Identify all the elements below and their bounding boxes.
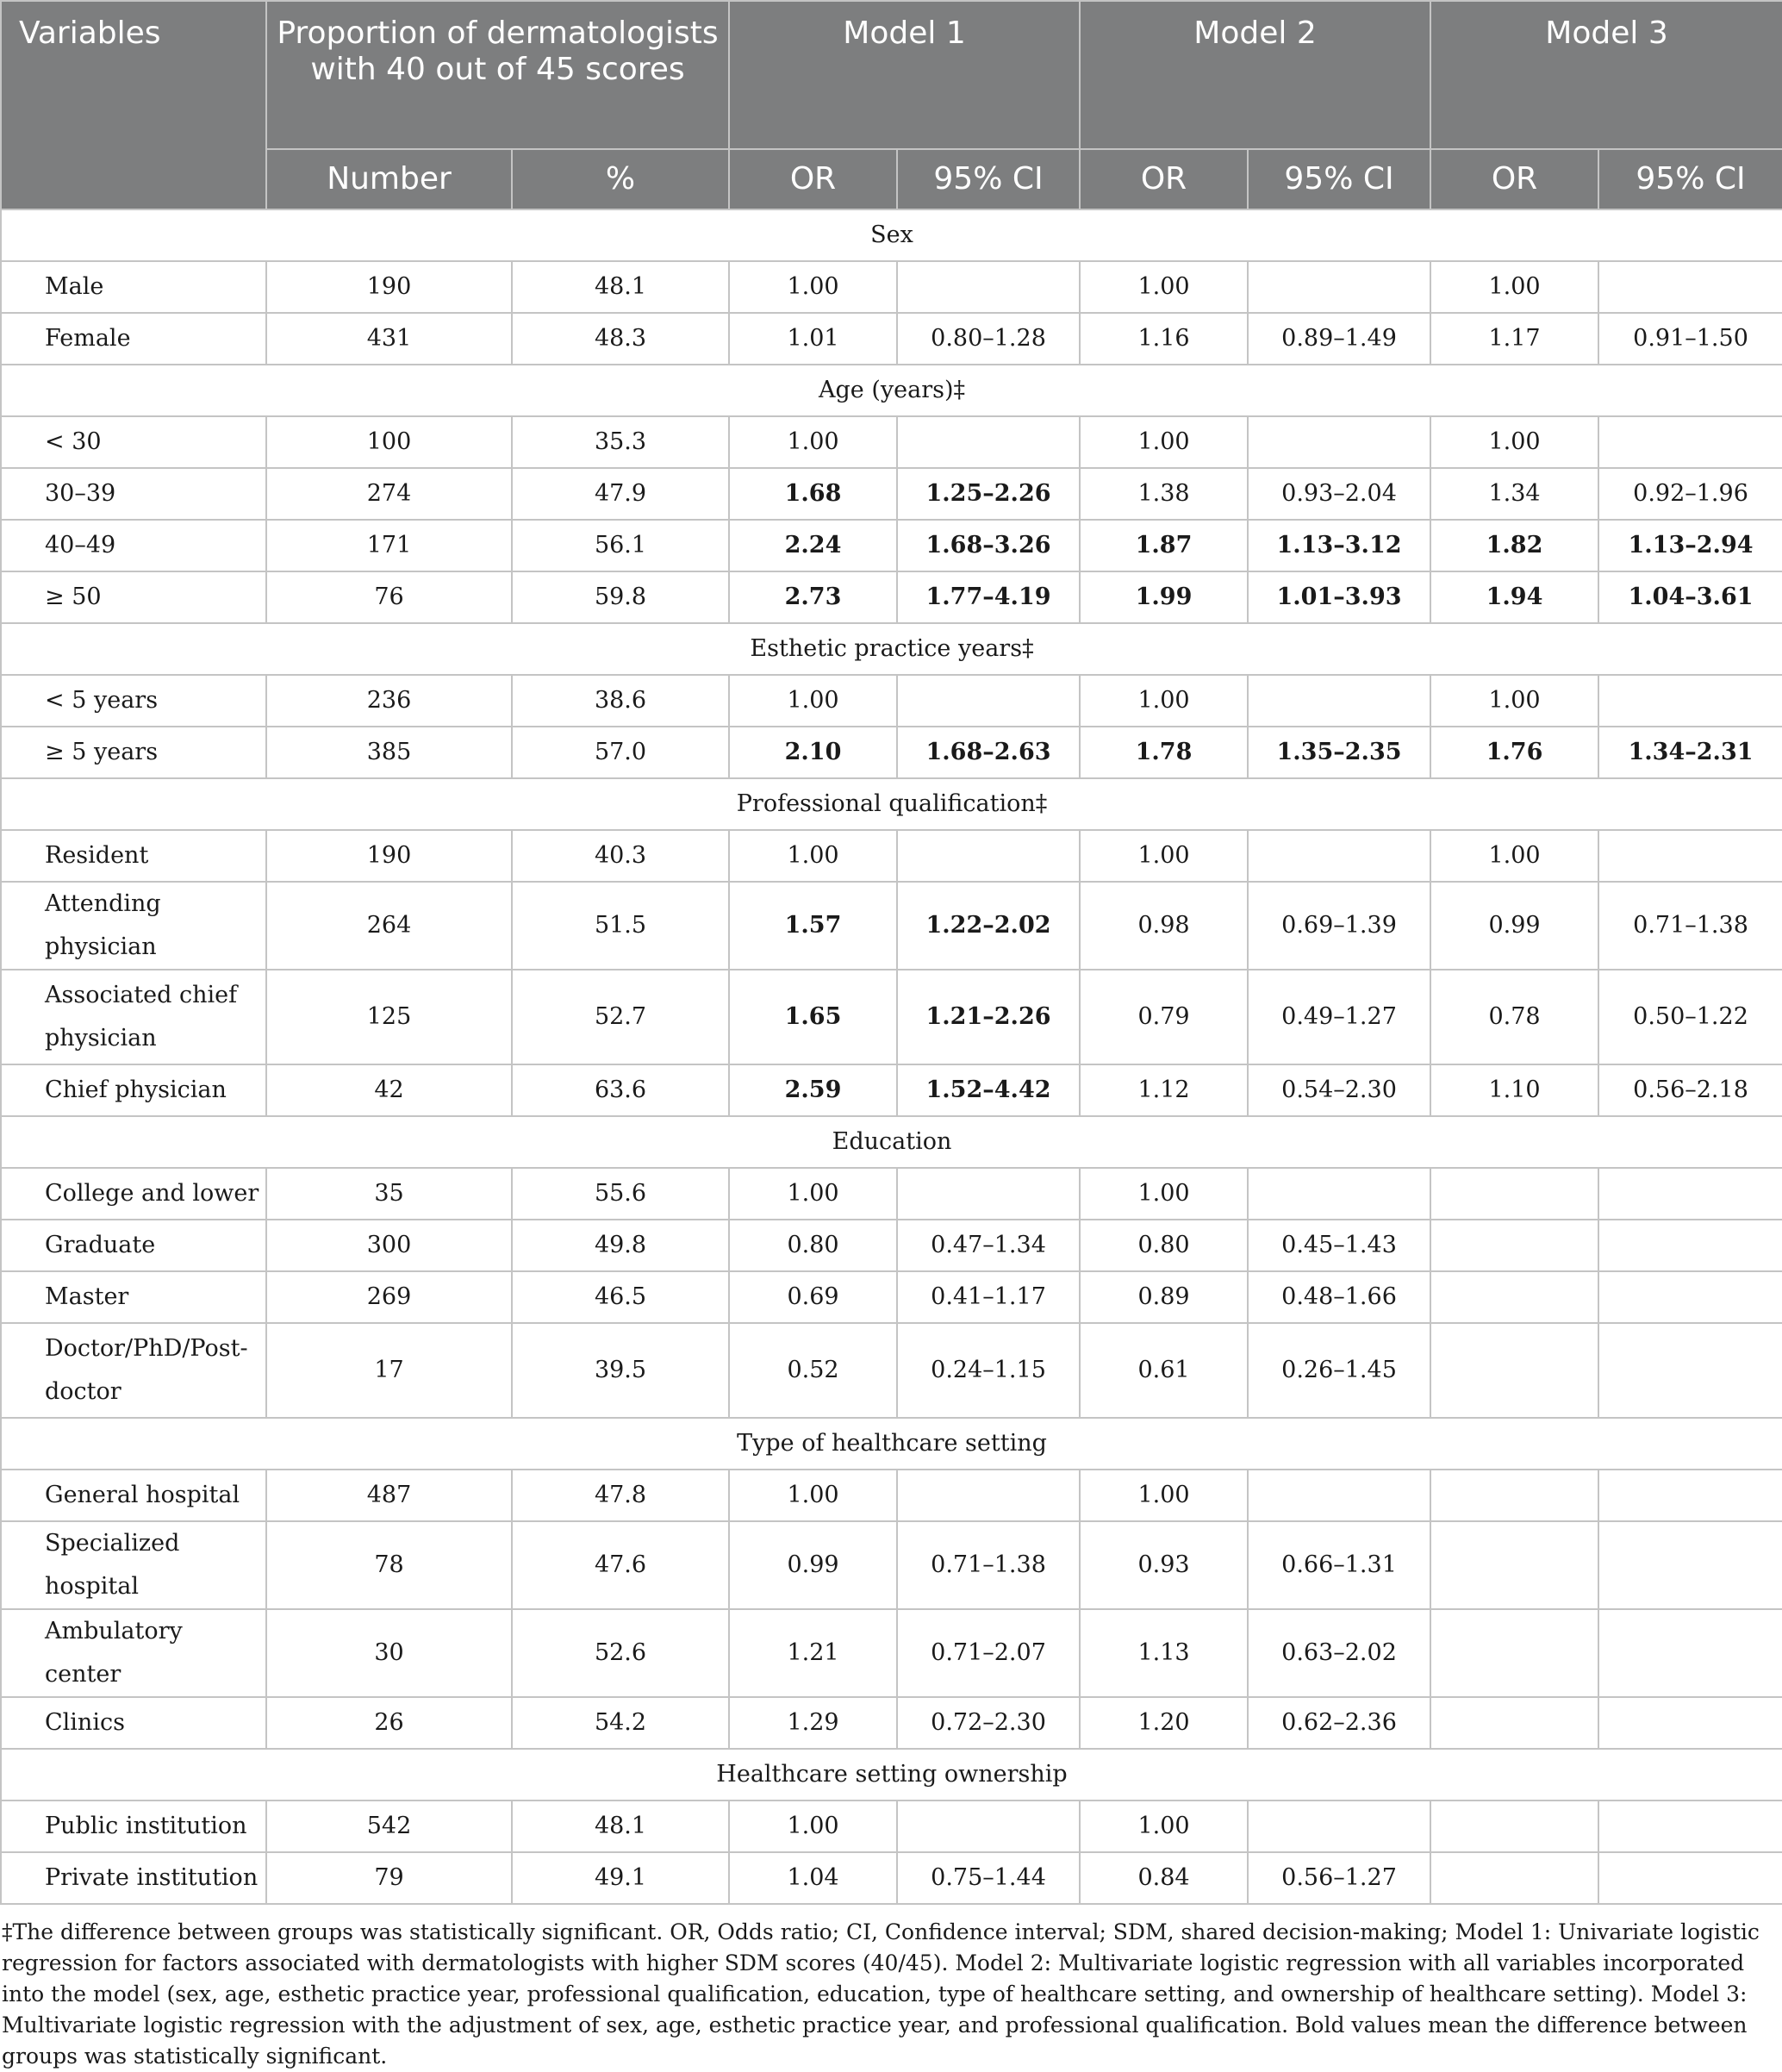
cell-ci-model-3: 0.71–1.38 [1598, 882, 1782, 970]
section-title: Age (years)‡ [1, 365, 1782, 416]
cell-percent: 57.0 [512, 727, 729, 778]
table-row [1, 882, 1782, 970]
table-row [1, 1609, 1782, 1697]
cell-ci-model-3 [1598, 675, 1782, 727]
cell-or-model-3: 1.00 [1430, 675, 1598, 727]
table-row [1, 727, 1782, 778]
cell-or-model-2: 1.20 [1080, 1697, 1248, 1749]
cell-or-model-1: 0.80 [729, 1220, 897, 1271]
cell-ci-model-2: 0.89–1.49 [1248, 313, 1430, 365]
row-label: Graduate [1, 1220, 266, 1271]
cell-ci-model-2: 0.62–2.36 [1248, 1697, 1430, 1749]
table-row [1, 970, 1782, 1064]
cell-percent: 47.9 [512, 468, 729, 520]
table-row [1, 1220, 1782, 1271]
cell-percent: 52.6 [512, 1609, 729, 1697]
cell-or-model-2: 1.16 [1080, 313, 1248, 365]
cell-ci-model-3 [1598, 1323, 1782, 1418]
section-header-row [1, 209, 1782, 261]
cell-ci-model-1: 0.71–2.07 [897, 1609, 1080, 1697]
cell-ci-model-1: 0.24–1.15 [897, 1323, 1080, 1418]
row-label: Associated chief physician [1, 970, 266, 1064]
cell-or-model-2: 0.80 [1080, 1220, 1248, 1271]
cell-or-model-3: 1.76 [1430, 727, 1598, 778]
cell-or-model-2: 1.12 [1080, 1064, 1248, 1116]
cell-ci-model-2 [1248, 261, 1430, 313]
cell-ci-model-3: 1.04–3.61 [1598, 571, 1782, 623]
cell-or-model-1: 1.29 [729, 1697, 897, 1749]
cell-number: 487 [266, 1470, 512, 1521]
cell-ci-model-2 [1248, 830, 1430, 882]
cell-number: 236 [266, 675, 512, 727]
cell-ci-model-2: 0.45–1.43 [1248, 1220, 1430, 1271]
cell-ci-model-1 [897, 261, 1080, 313]
cell-ci-model-1: 1.52–4.42 [897, 1064, 1080, 1116]
row-label: 30–39 [1, 468, 266, 520]
table-row [1, 313, 1782, 365]
table-row [1, 468, 1782, 520]
cell-or-model-1: 1.57 [729, 882, 897, 970]
cell-or-model-2: 0.98 [1080, 882, 1248, 970]
table-row [1, 1168, 1782, 1220]
cell-ci-model-1: 1.22–2.02 [897, 882, 1080, 970]
header-ci-model-3: 95% CI [1598, 149, 1782, 209]
cell-percent: 48.3 [512, 313, 729, 365]
cell-ci-model-2: 0.26–1.45 [1248, 1323, 1430, 1418]
cell-ci-model-3: 0.92–1.96 [1598, 468, 1782, 520]
cell-ci-model-1: 0.72–2.30 [897, 1697, 1080, 1749]
row-label: < 5 years [1, 675, 266, 727]
row-label: Male [1, 261, 266, 313]
cell-or-model-2: 1.13 [1080, 1609, 1248, 1697]
row-label: Master [1, 1271, 266, 1323]
table-row [1, 1521, 1782, 1609]
cell-ci-model-2: 0.69–1.39 [1248, 882, 1430, 970]
cell-ci-model-1: 1.68–3.26 [897, 520, 1080, 571]
cell-or-model-3: 1.17 [1430, 313, 1598, 365]
cell-percent: 51.5 [512, 882, 729, 970]
table-row [1, 520, 1782, 571]
cell-ci-model-3 [1598, 1168, 1782, 1220]
section-title: Healthcare setting ownership [1, 1749, 1782, 1801]
header-number: Number [266, 149, 512, 209]
row-label: Private institution [1, 1852, 266, 1904]
table-row [1, 675, 1782, 727]
cell-ci-model-2: 0.54–2.30 [1248, 1064, 1430, 1116]
cell-ci-model-2: 1.35–2.35 [1248, 727, 1430, 778]
header-ci-model-1: 95% CI [897, 149, 1080, 209]
cell-ci-model-2: 0.56–1.27 [1248, 1852, 1430, 1904]
cell-or-model-2: 0.79 [1080, 970, 1248, 1064]
section-title: Education [1, 1116, 1782, 1168]
cell-or-model-2: 1.00 [1080, 416, 1248, 468]
cell-or-model-1: 1.00 [729, 261, 897, 313]
header-percent: % [512, 149, 729, 209]
cell-number: 76 [266, 571, 512, 623]
cell-number: 264 [266, 882, 512, 970]
cell-ci-model-2 [1248, 1470, 1430, 1521]
row-label: 40–49 [1, 520, 266, 571]
cell-ci-model-1: 1.77–4.19 [897, 571, 1080, 623]
table-body [1, 209, 1782, 1904]
cell-or-model-1: 1.68 [729, 468, 897, 520]
cell-percent: 35.3 [512, 416, 729, 468]
cell-ci-model-1 [897, 1470, 1080, 1521]
cell-percent: 49.1 [512, 1852, 729, 1904]
cell-ci-model-1: 1.25–2.26 [897, 468, 1080, 520]
cell-number: 35 [266, 1168, 512, 1220]
cell-or-model-1: 1.21 [729, 1609, 897, 1697]
cell-or-model-1: 1.01 [729, 313, 897, 365]
cell-ci-model-3 [1598, 1609, 1782, 1697]
table-row [1, 261, 1782, 313]
row-label: Public institution [1, 1801, 266, 1852]
cell-or-model-3 [1430, 1609, 1598, 1697]
cell-number: 269 [266, 1271, 512, 1323]
table-row [1, 1801, 1782, 1852]
table-row [1, 571, 1782, 623]
section-header-row [1, 778, 1782, 830]
cell-or-model-2: 0.84 [1080, 1852, 1248, 1904]
cell-or-model-1: 1.00 [729, 416, 897, 468]
cell-percent: 59.8 [512, 571, 729, 623]
cell-percent: 52.7 [512, 970, 729, 1064]
cell-number: 125 [266, 970, 512, 1064]
header-model-3: Model 3 [1430, 1, 1782, 149]
cell-number: 26 [266, 1697, 512, 1749]
cell-or-model-1: 2.24 [729, 520, 897, 571]
header-variables: Variables [1, 1, 266, 209]
cell-percent: 63.6 [512, 1064, 729, 1116]
cell-ci-model-2: 0.49–1.27 [1248, 970, 1430, 1064]
cell-ci-model-1: 1.68–2.63 [897, 727, 1080, 778]
cell-or-model-2: 1.38 [1080, 468, 1248, 520]
cell-percent: 55.6 [512, 1168, 729, 1220]
cell-ci-model-2: 0.48–1.66 [1248, 1271, 1430, 1323]
cell-ci-model-3 [1598, 830, 1782, 882]
table-row [1, 1852, 1782, 1904]
cell-ci-model-1: 0.71–1.38 [897, 1521, 1080, 1609]
cell-number: 79 [266, 1852, 512, 1904]
cell-or-model-2: 0.89 [1080, 1271, 1248, 1323]
cell-or-model-2: 1.00 [1080, 1801, 1248, 1852]
section-title: Sex [1, 209, 1782, 261]
row-label: Clinics [1, 1697, 266, 1749]
cell-ci-model-2: 0.63–2.02 [1248, 1609, 1430, 1697]
cell-number: 17 [266, 1323, 512, 1418]
section-title: Professional qualification‡ [1, 778, 1782, 830]
cell-percent: 56.1 [512, 520, 729, 571]
cell-percent: 39.5 [512, 1323, 729, 1418]
row-label: College and lower [1, 1168, 266, 1220]
cell-percent: 38.6 [512, 675, 729, 727]
cell-ci-model-2: 0.66–1.31 [1248, 1521, 1430, 1609]
table-footnote: ‡The difference between groups was statistically significant. OR, Odds ratio; CI, Confidence interval; SDM, shared decision-making; Model 1: Univariate logistic regression for factors associated with dermatologists with higher SDM scores (40/45). Model 2: Multivariate logistic regression with all variables incorporated into the model (sex, age, esthetic practice year, professional qualification, education, type of healthcare setting, and ownership of healthcare setting). Model 3: Multivariate logistic regression with the adjustment of sex, age, esthetic practice year, and professional qualification. Bold values mean the difference between groups was statistically significant. [2, 1919, 1760, 2069]
cell-ci-model-2 [1248, 1801, 1430, 1852]
section-header-row [1, 365, 1782, 416]
cell-or-model-3 [1430, 1801, 1598, 1852]
cell-or-model-1: 0.69 [729, 1271, 897, 1323]
cell-ci-model-2: 1.13–3.12 [1248, 520, 1430, 571]
cell-number: 30 [266, 1609, 512, 1697]
row-label: Doctor/PhD/Post-doctor [1, 1323, 266, 1418]
cell-or-model-2: 1.00 [1080, 675, 1248, 727]
table-row [1, 1697, 1782, 1749]
cell-or-model-2: 1.00 [1080, 1168, 1248, 1220]
header-or-model-3: OR [1430, 149, 1598, 209]
header-model-2: Model 2 [1080, 1, 1430, 149]
cell-ci-model-3 [1598, 1697, 1782, 1749]
cell-percent: 47.8 [512, 1470, 729, 1521]
cell-ci-model-1: 0.80–1.28 [897, 313, 1080, 365]
row-label: ≥ 50 [1, 571, 266, 623]
row-label: Specialized hospital [1, 1521, 266, 1609]
cell-ci-model-2 [1248, 1168, 1430, 1220]
section-title: Type of healthcare setting [1, 1418, 1782, 1470]
cell-ci-model-1 [897, 675, 1080, 727]
cell-ci-model-1: 1.21–2.26 [897, 970, 1080, 1064]
cell-or-model-3: 1.00 [1430, 416, 1598, 468]
section-header-row [1, 1116, 1782, 1168]
row-label: Female [1, 313, 266, 365]
cell-or-model-3: 0.99 [1430, 882, 1598, 970]
header-model-1: Model 1 [729, 1, 1080, 149]
cell-percent: 54.2 [512, 1697, 729, 1749]
cell-ci-model-1: 0.47–1.34 [897, 1220, 1080, 1271]
table-row [1, 1470, 1782, 1521]
cell-ci-model-3 [1598, 1801, 1782, 1852]
header-or-model-2: OR [1080, 149, 1248, 209]
row-label: ≥ 5 years [1, 727, 266, 778]
cell-number: 42 [266, 1064, 512, 1116]
section-header-row [1, 623, 1782, 675]
cell-ci-model-3 [1598, 1271, 1782, 1323]
cell-or-model-3: 1.00 [1430, 261, 1598, 313]
cell-or-model-3 [1430, 1697, 1598, 1749]
table-row [1, 416, 1782, 468]
cell-or-model-3 [1430, 1220, 1598, 1271]
cell-number: 190 [266, 830, 512, 882]
cell-ci-model-1 [897, 830, 1080, 882]
cell-number: 385 [266, 727, 512, 778]
cell-or-model-1: 1.65 [729, 970, 897, 1064]
table-row [1, 1064, 1782, 1116]
cell-or-model-1: 0.52 [729, 1323, 897, 1418]
cell-ci-model-3: 0.91–1.50 [1598, 313, 1782, 365]
cell-or-model-2: 1.99 [1080, 571, 1248, 623]
cell-number: 190 [266, 261, 512, 313]
cell-or-model-3: 1.10 [1430, 1064, 1598, 1116]
table-row [1, 1271, 1782, 1323]
cell-ci-model-2 [1248, 675, 1430, 727]
cell-or-model-2: 1.00 [1080, 830, 1248, 882]
row-label: Attending physician [1, 882, 266, 970]
cell-ci-model-3: 0.56–2.18 [1598, 1064, 1782, 1116]
cell-or-model-1: 2.59 [729, 1064, 897, 1116]
cell-percent: 40.3 [512, 830, 729, 882]
cell-ci-model-2: 1.01–3.93 [1248, 571, 1430, 623]
cell-number: 542 [266, 1801, 512, 1852]
cell-percent: 49.8 [512, 1220, 729, 1271]
cell-ci-model-1: 0.41–1.17 [897, 1271, 1080, 1323]
cell-or-model-3 [1430, 1168, 1598, 1220]
cell-or-model-2: 0.61 [1080, 1323, 1248, 1418]
cell-ci-model-2 [1248, 416, 1430, 468]
cell-number: 100 [266, 416, 512, 468]
cell-or-model-3 [1430, 1470, 1598, 1521]
cell-or-model-3 [1430, 1852, 1598, 1904]
cell-or-model-2: 0.93 [1080, 1521, 1248, 1609]
cell-or-model-2: 1.78 [1080, 727, 1248, 778]
cell-or-model-3 [1430, 1323, 1598, 1418]
row-label: Resident [1, 830, 266, 882]
cell-ci-model-3 [1598, 261, 1782, 313]
cell-ci-model-3: 1.13–2.94 [1598, 520, 1782, 571]
table-row [1, 1323, 1782, 1418]
cell-ci-model-2: 0.93–2.04 [1248, 468, 1430, 520]
cell-ci-model-3 [1598, 1521, 1782, 1609]
cell-or-model-1: 1.00 [729, 830, 897, 882]
cell-or-model-3: 1.34 [1430, 468, 1598, 520]
cell-number: 300 [266, 1220, 512, 1271]
cell-percent: 46.5 [512, 1271, 729, 1323]
cell-or-model-1: 1.00 [729, 675, 897, 727]
cell-ci-model-3 [1598, 1852, 1782, 1904]
cell-ci-model-3: 0.50–1.22 [1598, 970, 1782, 1064]
cell-or-model-1: 1.04 [729, 1852, 897, 1904]
cell-percent: 47.6 [512, 1521, 729, 1609]
header-or-model-1: OR [729, 149, 897, 209]
section-header-row [1, 1418, 1782, 1470]
cell-ci-model-1 [897, 416, 1080, 468]
row-label: Ambulatory center [1, 1609, 266, 1697]
cell-number: 274 [266, 468, 512, 520]
cell-or-model-1: 2.73 [729, 571, 897, 623]
cell-number: 78 [266, 1521, 512, 1609]
cell-ci-model-1 [897, 1801, 1080, 1852]
cell-number: 171 [266, 520, 512, 571]
section-title: Esthetic practice years‡ [1, 623, 1782, 675]
cell-or-model-3: 1.94 [1430, 571, 1598, 623]
cell-or-model-3 [1430, 1271, 1598, 1323]
row-label: < 30 [1, 416, 266, 468]
section-header-row [1, 1749, 1782, 1801]
cell-or-model-3: 0.78 [1430, 970, 1598, 1064]
header-proportion: Proportion of dermatologists with 40 out of 45 scores [266, 1, 729, 149]
cell-ci-model-3: 1.34–2.31 [1598, 727, 1782, 778]
cell-ci-model-3 [1598, 416, 1782, 468]
cell-or-model-1: 1.00 [729, 1470, 897, 1521]
cell-number: 431 [266, 313, 512, 365]
cell-percent: 48.1 [512, 1801, 729, 1852]
cell-or-model-1: 1.00 [729, 1801, 897, 1852]
cell-or-model-3: 1.82 [1430, 520, 1598, 571]
cell-or-model-1: 2.10 [729, 727, 897, 778]
cell-or-model-3 [1430, 1521, 1598, 1609]
cell-or-model-2: 1.00 [1080, 261, 1248, 313]
cell-or-model-2: 1.87 [1080, 520, 1248, 571]
cell-ci-model-1: 0.75–1.44 [897, 1852, 1080, 1904]
cell-ci-model-1 [897, 1168, 1080, 1220]
cell-percent: 48.1 [512, 261, 729, 313]
table-header [1, 1, 1782, 209]
header-ci-model-2: 95% CI [1248, 149, 1430, 209]
cell-or-model-1: 0.99 [729, 1521, 897, 1609]
cell-or-model-1: 1.00 [729, 1168, 897, 1220]
cell-ci-model-3 [1598, 1220, 1782, 1271]
row-label: Chief physician [1, 1064, 266, 1116]
cell-or-model-2: 1.00 [1080, 1470, 1248, 1521]
cell-or-model-3: 1.00 [1430, 830, 1598, 882]
row-label: General hospital [1, 1470, 266, 1521]
cell-ci-model-3 [1598, 1470, 1782, 1521]
table-row [1, 830, 1782, 882]
